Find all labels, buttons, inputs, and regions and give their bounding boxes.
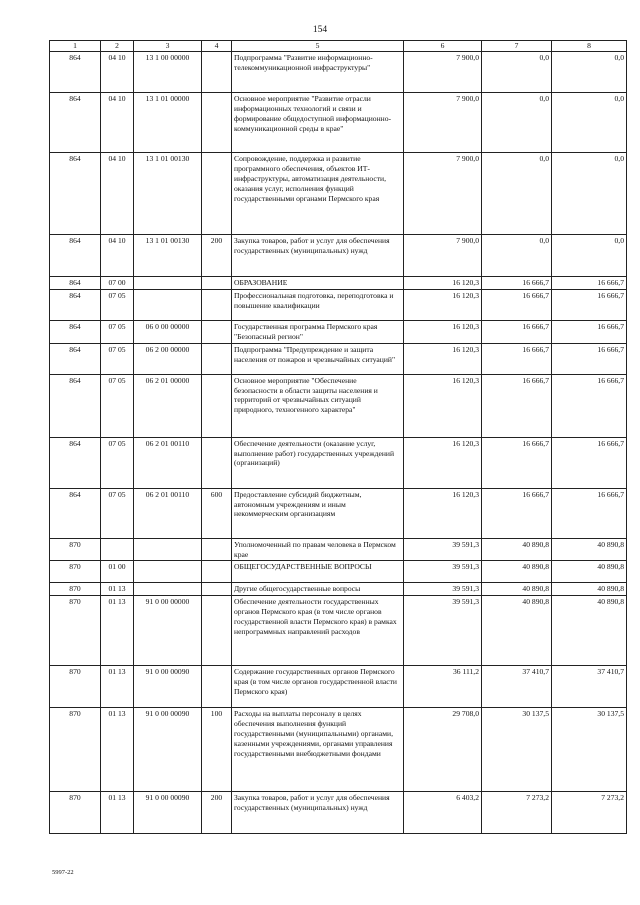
column-number-row — [50, 41, 627, 52]
table-row — [50, 320, 627, 343]
expense-type-cell — [202, 583, 232, 596]
section-code-cell: 07 05 — [101, 437, 134, 488]
amount-year1-cell: 39 591,3 — [404, 561, 482, 583]
table-row — [50, 152, 627, 234]
admin-code-cell: 864 — [50, 234, 101, 276]
admin-code-cell: 870 — [50, 708, 101, 792]
amount-year3-cell: 40 890,8 — [552, 583, 627, 596]
admin-code-cell: 864 — [50, 374, 101, 437]
section-code-cell: 01 00 — [101, 561, 134, 583]
amount-year2-cell: 40 890,8 — [482, 583, 552, 596]
admin-code-cell: 864 — [50, 152, 101, 234]
item-name-cell: Уполномоченный по правам человека в Пермском крае — [232, 538, 404, 561]
amount-year2-cell: 16 666,7 — [482, 320, 552, 343]
admin-code-cell: 870 — [50, 666, 101, 708]
expense-type-cell: 100 — [202, 708, 232, 792]
amount-year3-cell: 16 666,7 — [552, 374, 627, 437]
item-name-cell: Основное мероприятие "Обеспечение безопасности в области защиты населения и территорий от чрезвычайных ситуаций природного, техногенного характера" — [232, 374, 404, 437]
amount-year2-cell: 16 666,7 — [482, 488, 552, 538]
amount-year3-cell: 40 890,8 — [552, 596, 627, 666]
amount-year1-cell: 7 900,0 — [404, 234, 482, 276]
table-row — [50, 538, 627, 561]
target-article-cell: 13 1 01 00000 — [134, 92, 202, 152]
amount-year2-cell: 16 666,7 — [482, 437, 552, 488]
section-code-cell: 07 05 — [101, 320, 134, 343]
column-number: 4 — [202, 41, 232, 52]
item-name-cell: Обеспечение деятельности (оказание услуг, выполнение работ) государственных учреждений (организаций) — [232, 437, 404, 488]
expense-type-cell — [202, 289, 232, 320]
admin-code-cell: 864 — [50, 276, 101, 289]
amount-year3-cell: 0,0 — [552, 92, 627, 152]
section-code-cell: 07 05 — [101, 374, 134, 437]
page-number: 154 — [312, 25, 328, 35]
target-article-cell: 13 1 01 00130 — [134, 152, 202, 234]
amount-year1-cell: 7 900,0 — [404, 51, 482, 92]
target-article-cell: 06 2 01 00110 — [134, 488, 202, 538]
expense-type-cell — [202, 561, 232, 583]
column-number: 1 — [50, 41, 101, 52]
target-article-cell: 06 2 01 00110 — [134, 437, 202, 488]
admin-code-cell: 870 — [50, 561, 101, 583]
amount-year3-cell: 37 410,7 — [552, 666, 627, 708]
amount-year2-cell: 16 666,7 — [482, 276, 552, 289]
admin-code-cell: 864 — [50, 92, 101, 152]
table-row — [50, 561, 627, 583]
item-name-cell: Государственная программа Пермского края "Безопасный регион" — [232, 320, 404, 343]
amount-year3-cell: 16 666,7 — [552, 289, 627, 320]
expense-type-cell — [202, 596, 232, 666]
amount-year3-cell: 16 666,7 — [552, 320, 627, 343]
amount-year1-cell: 36 111,2 — [404, 666, 482, 708]
amount-year1-cell: 16 120,3 — [404, 488, 482, 538]
admin-code-cell: 864 — [50, 437, 101, 488]
amount-year2-cell: 0,0 — [482, 51, 552, 92]
table-row — [50, 583, 627, 596]
admin-code-cell: 864 — [50, 320, 101, 343]
section-code-cell: 01 13 — [101, 596, 134, 666]
item-name-cell: ОБРАЗОВАНИЕ — [232, 276, 404, 289]
table-row — [50, 666, 627, 708]
amount-year2-cell: 0,0 — [482, 152, 552, 234]
table-row — [50, 374, 627, 437]
admin-code-cell: 870 — [50, 596, 101, 666]
admin-code-cell: 864 — [50, 343, 101, 374]
column-number: 7 — [482, 41, 552, 52]
section-code-cell: 01 13 — [101, 666, 134, 708]
table-row — [50, 92, 627, 152]
amount-year3-cell: 16 666,7 — [552, 488, 627, 538]
amount-year3-cell: 0,0 — [552, 152, 627, 234]
amount-year2-cell: 40 890,8 — [482, 561, 552, 583]
admin-code-cell: 864 — [50, 51, 101, 92]
column-number: 3 — [134, 41, 202, 52]
expense-type-cell: 200 — [202, 234, 232, 276]
target-article-cell: 91 0 00 00000 — [134, 596, 202, 666]
admin-code-cell: 864 — [50, 289, 101, 320]
amount-year1-cell: 7 900,0 — [404, 92, 482, 152]
admin-code-cell: 864 — [50, 488, 101, 538]
column-number: 8 — [552, 41, 627, 52]
item-name-cell: Профессиональная подготовка, переподготовка и повышение квалификации — [232, 289, 404, 320]
section-code-cell: 07 05 — [101, 343, 134, 374]
column-number: 6 — [404, 41, 482, 52]
amount-year1-cell: 39 591,3 — [404, 538, 482, 561]
item-name-cell: Закупка товаров, работ и услуг для обеспечения государственных (муниципальных) нужд — [232, 792, 404, 834]
amount-year2-cell: 30 137,5 — [482, 708, 552, 792]
section-code-cell: 07 05 — [101, 289, 134, 320]
amount-year1-cell: 16 120,3 — [404, 374, 482, 437]
section-code-cell: 04 10 — [101, 152, 134, 234]
expense-type-cell — [202, 276, 232, 289]
expense-type-cell — [202, 666, 232, 708]
expense-type-cell — [202, 343, 232, 374]
amount-year3-cell: 30 137,5 — [552, 708, 627, 792]
expense-type-cell — [202, 437, 232, 488]
item-name-cell: Подпрограмма "Развитие информационно-телекоммуникационной инфраструктуры" — [232, 51, 404, 92]
target-article-cell — [134, 289, 202, 320]
amount-year2-cell: 7 273,2 — [482, 792, 552, 834]
amount-year3-cell: 7 273,2 — [552, 792, 627, 834]
target-article-cell: 91 0 00 00090 — [134, 708, 202, 792]
amount-year3-cell: 0,0 — [552, 51, 627, 92]
item-name-cell: ОБЩЕГОСУДАРСТВЕННЫЕ ВОПРОСЫ — [232, 561, 404, 583]
amount-year2-cell: 40 890,8 — [482, 596, 552, 666]
item-name-cell: Сопровождение, поддержка и развитие программного обеспечения, объектов ИТ-инфраструктуры, автоматизация деятельности, оказания услуг, исполнения функций государственными органами Пермского края — [232, 152, 404, 234]
budget-table — [49, 40, 627, 834]
document-code: 5997-22 — [52, 869, 74, 876]
item-name-cell: Закупка товаров, работ и услуг для обеспечения государственных (муниципальных) нужд — [232, 234, 404, 276]
expense-type-cell: 600 — [202, 488, 232, 538]
item-name-cell: Основное мероприятие "Развитие отрасли информационных технологий и связи и формирование общедоступной информационно-коммуникационной среды в крае" — [232, 92, 404, 152]
target-article-cell — [134, 538, 202, 561]
item-name-cell: Предоставление субсидий бюджетным, автономным учреждениям и иным некоммерческим организациям — [232, 488, 404, 538]
amount-year2-cell: 37 410,7 — [482, 666, 552, 708]
admin-code-cell: 870 — [50, 583, 101, 596]
target-article-cell — [134, 561, 202, 583]
amount-year2-cell: 0,0 — [482, 234, 552, 276]
target-article-cell — [134, 276, 202, 289]
amount-year2-cell: 16 666,7 — [482, 289, 552, 320]
column-number: 5 — [232, 41, 404, 52]
section-code-cell: 01 13 — [101, 708, 134, 792]
expense-type-cell — [202, 374, 232, 437]
amount-year1-cell: 39 591,3 — [404, 596, 482, 666]
amount-year1-cell: 16 120,3 — [404, 320, 482, 343]
amount-year2-cell: 16 666,7 — [482, 374, 552, 437]
section-code-cell: 07 00 — [101, 276, 134, 289]
amount-year1-cell: 16 120,3 — [404, 343, 482, 374]
expense-type-cell — [202, 51, 232, 92]
amount-year2-cell: 16 666,7 — [482, 343, 552, 374]
table-row — [50, 289, 627, 320]
amount-year1-cell: 16 120,3 — [404, 276, 482, 289]
section-code-cell: 01 13 — [101, 792, 134, 834]
item-name-cell: Расходы на выплаты персоналу в целях обеспечения выполнения функций государственными (муниципальными) органами, казенными учреждениями, органами управления государственными внебюджетными фондами — [232, 708, 404, 792]
amount-year3-cell: 16 666,7 — [552, 437, 627, 488]
table-row — [50, 437, 627, 488]
target-article-cell: 06 2 00 00000 — [134, 343, 202, 374]
target-article-cell: 91 0 00 00090 — [134, 792, 202, 834]
item-name-cell: Обеспечение деятельности государственных органов Пермского края (в том числе органов государственной власти Пермского края) в рамках непрограммных направлений расходов — [232, 596, 404, 666]
section-code-cell: 04 10 — [101, 51, 134, 92]
column-number: 2 — [101, 41, 134, 52]
expense-type-cell — [202, 538, 232, 561]
expense-type-cell: 200 — [202, 792, 232, 834]
amount-year2-cell: 40 890,8 — [482, 538, 552, 561]
amount-year1-cell: 39 591,3 — [404, 583, 482, 596]
table-row — [50, 488, 627, 538]
amount-year3-cell: 0,0 — [552, 234, 627, 276]
table-row — [50, 343, 627, 374]
table-row — [50, 234, 627, 276]
section-code-cell: 04 10 — [101, 92, 134, 152]
amount-year1-cell: 29 708,0 — [404, 708, 482, 792]
table-row — [50, 792, 627, 834]
amount-year1-cell: 7 900,0 — [404, 152, 482, 234]
amount-year3-cell: 16 666,7 — [552, 343, 627, 374]
amount-year1-cell: 16 120,3 — [404, 289, 482, 320]
target-article-cell: 06 0 00 00000 — [134, 320, 202, 343]
target-article-cell — [134, 583, 202, 596]
table-row — [50, 596, 627, 666]
amount-year3-cell: 16 666,7 — [552, 276, 627, 289]
target-article-cell: 91 0 00 00090 — [134, 666, 202, 708]
expense-type-cell — [202, 152, 232, 234]
section-code-cell: 07 05 — [101, 488, 134, 538]
amount-year1-cell: 6 403,2 — [404, 792, 482, 834]
amount-year1-cell: 16 120,3 — [404, 437, 482, 488]
target-article-cell: 06 2 01 00000 — [134, 374, 202, 437]
item-name-cell: Подпрограмма "Предупреждение и защита населения от пожаров и чрезвычайных ситуаций" — [232, 343, 404, 374]
expense-type-cell — [202, 320, 232, 343]
section-code-cell: 04 10 — [101, 234, 134, 276]
table-row — [50, 276, 627, 289]
table-row — [50, 708, 627, 792]
target-article-cell: 13 1 00 00000 — [134, 51, 202, 92]
expense-type-cell — [202, 92, 232, 152]
target-article-cell: 13 1 01 00130 — [134, 234, 202, 276]
amount-year3-cell: 40 890,8 — [552, 561, 627, 583]
item-name-cell: Другие общегосударственные вопросы — [232, 583, 404, 596]
item-name-cell: Содержание государственных органов Пермского края (в том числе органов государственной власти Пермского края) — [232, 666, 404, 708]
section-code-cell — [101, 538, 134, 561]
amount-year2-cell: 0,0 — [482, 92, 552, 152]
table-row — [50, 51, 627, 92]
amount-year3-cell: 40 890,8 — [552, 538, 627, 561]
admin-code-cell: 870 — [50, 792, 101, 834]
section-code-cell: 01 13 — [101, 583, 134, 596]
admin-code-cell: 870 — [50, 538, 101, 561]
